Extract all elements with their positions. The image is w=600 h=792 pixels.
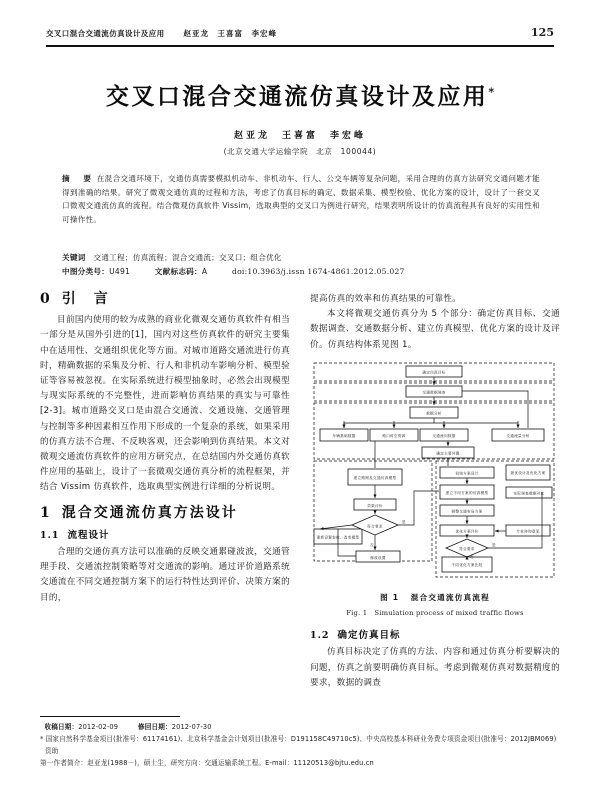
node-label-11: 符合要求 (367, 524, 383, 529)
revised-date: 2012-07-30 (171, 723, 212, 731)
keywords-text: 交通工程；仿真流程；混合交通流；交叉口；组合优化 (93, 253, 282, 262)
section-0-number: 0 (40, 291, 52, 307)
running-head-left (46, 28, 277, 39)
clc-segment (62, 266, 130, 277)
abstract-label: 摘 要 (62, 174, 94, 183)
branch-yes-right: 是 (492, 542, 496, 547)
node-label-16: 调整交通布局方案 (451, 509, 483, 514)
doc-code-value: A (201, 267, 208, 276)
flowchart-nodes (314, 366, 552, 572)
keywords-line (62, 252, 540, 263)
section-heading-1-2 (310, 628, 560, 643)
node-label-2: 交通数据调查 (422, 390, 446, 395)
node-label-3: 数据分析 (426, 411, 442, 416)
section-heading-1-1 (40, 528, 290, 543)
footnotes (40, 722, 560, 771)
section-0-paragraph-3: 本文将微观交通仿真分为 5 个部分：确定仿真目标、交通数据调查、交通数据分析、建立仿真模型、优化方案的设计及评价。仿真结构体系见图 1。 (310, 309, 560, 350)
branch-no-left: 否 (370, 542, 374, 547)
article-title: 交叉口混合交通流仿真设计及应用 (105, 83, 489, 110)
author-list: 赵亚龙 王喜富 李宏峰 (233, 131, 366, 141)
running-head-title: 交叉口混合交通流仿真设计及应用 (46, 29, 165, 38)
node-label-14: 初始方案设计 (455, 471, 479, 476)
section-1-2-paragraph-1: 仿真目标决定了仿真的方法、内容和通过仿真分析要解决的问题，仿真之前要明确仿真目标。考虑到微观仿真对数据精度的要求，数据的调查 (310, 647, 560, 688)
figure-caption-en-text: Simulation process of mixed traffic flows (374, 609, 524, 618)
title-footnote-mark: * (488, 85, 495, 99)
doc-code-segment (155, 266, 208, 277)
running-head (46, 26, 554, 39)
node-label-6: 交通流向数据 (432, 433, 456, 438)
section-1-1-paragraph-1: 合理的交通仿真方法可以准确的反映交通累碰波波，交通管理手段、交通流控制策略等对交通流的影响。通过评价道路系统交通流在不同交通控制方案下的运行特性达到评价、决策方案的目的， (40, 547, 290, 603)
figure-1 (310, 359, 560, 621)
node-label-21: 最优设计及优化方案 (510, 470, 546, 475)
section-1-2-title: 确定仿真目标 (337, 630, 401, 642)
header-rule (46, 45, 554, 47)
page-title (0, 78, 600, 111)
section-1-2-number: 1.2 (310, 630, 330, 642)
node-label-9: 建立路网及交通仿真模型 (353, 475, 397, 480)
doc-code-label: 文献标志码： (154, 267, 202, 276)
abstract (62, 172, 540, 226)
branch-no-right: 否 (470, 554, 474, 559)
node-label-22: 实际调查数据对比 (513, 491, 545, 496)
figure-caption-cn-text: 混合交通流仿真流程 (410, 592, 490, 602)
clc-value: U491 (109, 267, 131, 276)
received-label: 收稿日期： (44, 723, 79, 731)
section-heading-0 (40, 292, 290, 307)
footnote-funding: * 国家自然科学基金项目(批准号：61174161)、北京科学基金会计划项目(批准号：D191158C49710c5)、中央高校基本科研业务费专项资金项目(批准号：2012JBM069)资助 (40, 735, 557, 755)
node-label-17: 优化方案评价 (455, 529, 479, 534)
node-label-7: 交通流量分析 (506, 433, 530, 438)
footnote-rule (40, 716, 180, 717)
flowchart-svg (310, 359, 558, 587)
doi-value: doi:10.3963/j.issn 1674-4861.2012.05.027 (231, 267, 405, 276)
figure-caption-en (310, 606, 560, 621)
keywords-label: 关键词 (62, 253, 86, 262)
node-label-12: 重新设置参数、改变模型 (316, 535, 360, 540)
section-0-paragraph-2: 提高仿真的效率和仿真结果的可靠性。 (310, 294, 462, 304)
section-0-paragraph-1: 目前国内使用的较为成熟的商业化微观交通仿真软件有相当一部分是从国外引进的[1]，国内对这些仿真软件的研究主要集中在适用性、交通组织优化等方面。对城市道路交通流进行仿真时，精确数据的采集及分析、行人和非机动车影响分析、模型验证等容易被忽视。在实际系统进行模型抽象时，必然会出现模型与现实际系统的不完整性，进而影响仿真结果的真实与可靠性[2-3]。城市道路交叉口是由混合交通流、交通设施、交通管理与控制等多种因素相互作用下形成的一个复杂的系统，如果采用的仿真方法不合理、不反映客观，还会影响到仿真结果。本文对微观交通流仿真软件的应用方研究点，在总结国内外交通仿真软件应用的基础上，设计了一套微观交通仿真分析的流程框架，并结合 Vissim 仿真软件，选取典型实例进行详细的分析说明。 (40, 315, 290, 493)
node-label-1: 确定仿真目标 (422, 370, 446, 375)
received-date: 2012-02-09 (78, 723, 119, 731)
node-label-23: 专家咨询意见 (516, 529, 540, 534)
section-1-title: 混合交通流仿真方法设计 (61, 504, 238, 521)
node-label-8: 确定主要问题 (436, 451, 460, 456)
classification-line (62, 266, 540, 277)
node-label-5: 路口时空资源 (382, 433, 406, 438)
column-right (310, 292, 560, 691)
running-head-authors: 赵亚龙 王喜富 李宏峰 (183, 29, 278, 38)
footnote-author-bio: 第一作者简介：赵亚龙(1988－)，硕士生，研究方向：交通运输系统工程。E-mail：11120513@bjtu.edu.cn (40, 759, 374, 768)
figure-caption-cn-label: 图 1 (380, 592, 400, 602)
branch-yes-left: 是 (402, 519, 406, 524)
section-heading-1 (40, 506, 290, 521)
section-0-title: 引 言 (61, 291, 110, 307)
node-label-19: 不同优化方案比较 (451, 562, 483, 567)
node-label-10: 效果评价 (367, 503, 383, 508)
section-1-1-title: 流程设计 (67, 529, 110, 541)
node-label-18: 符合要求 (459, 546, 475, 551)
node-label-15: 建立不同方案的仿真模型 (445, 490, 489, 495)
figure-caption-cn (310, 590, 560, 605)
footnote-dates (40, 722, 560, 733)
clc-label: 中图分类号： (62, 267, 110, 276)
figure-caption-en-label: Fig. 1 (346, 609, 368, 618)
affiliation: (北京交通大学运输学院 北京 100044) (223, 147, 377, 156)
section-1-1-number: 1.1 (40, 529, 60, 541)
node-label-4: 车辆基础数据 (332, 433, 356, 438)
section-1-number: 1 (40, 504, 52, 521)
page-number: 125 (531, 26, 554, 39)
revised-label: 修回日期： (138, 723, 172, 731)
figure-1-image (310, 359, 558, 587)
column-left (40, 292, 290, 606)
node-label-13: 修改设置 (370, 555, 386, 560)
abstract-text: 在混合交通环境下，交通仿真需要模拟机动车、非机动车、行人、公交车辆等复杂问题，采用合理的仿真方法研究交通问题才能得到准确的结果。研究了微观交通仿真的过程和方法，考虑了仿真目标的确定、数据采集、模型校验、优化方案的设计，设计了一套交叉口微观交通流仿真的流程。结合微观仿真软件 Vissim，选取典型的交叉口为例进行研究，结果表明所设计的仿真流程具有良好的实用性和可操作性。 (62, 174, 540, 224)
